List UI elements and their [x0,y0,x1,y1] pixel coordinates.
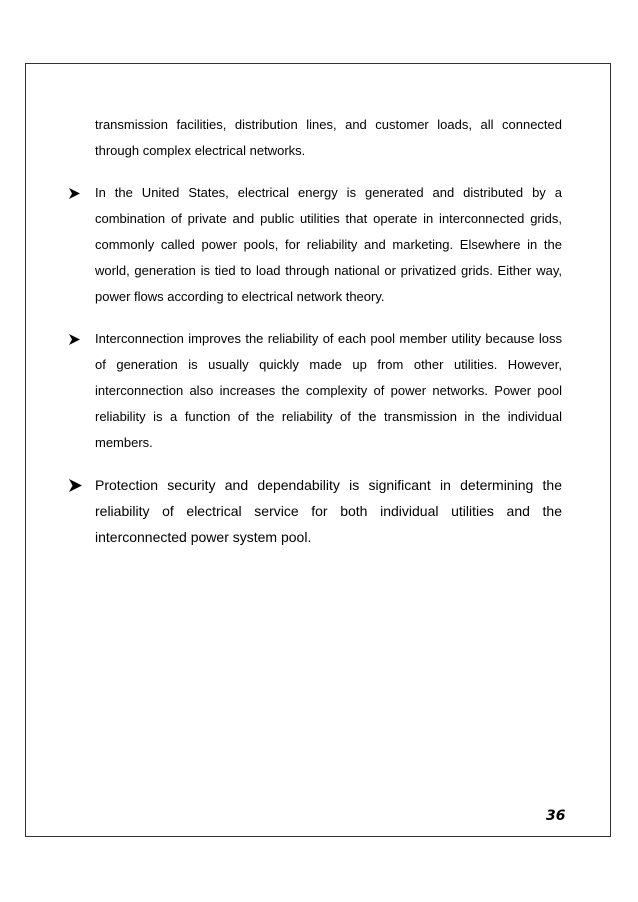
paragraph-text: Interconnection improves the reliability of each pool member utility because loss of generation is usually quickly made up from other utilities. However, interconnection also increases the complexity of power networks. Power pool reliability is a function of the reliability of the transmission in the individual members. [95,331,562,450]
bullet-paragraph-protection [95,472,562,550]
bullet-paragraph-power-pools [95,180,562,310]
arrowhead-bullet-icon [69,472,87,498]
document-body [70,112,562,566]
paragraph-text: transmission facilities, distribution lines, and customer loads, all connected through complex electrical networks. [95,117,562,158]
paragraph-text: Protection security and dependability is significant in determining the reliability of electrical service for both individual utilities and the interconnected power system pool. [95,477,562,545]
arrowhead-bullet-icon [69,326,87,352]
page-number: 36 [546,808,566,824]
bullet-paragraph-interconnection [95,326,562,456]
arrowhead-bullet-icon [69,180,87,206]
paragraph-continuation [95,112,562,164]
paragraph-text: In the United States, electrical energy is generated and distributed by a combination of private and public utilities that operate in interconnected grids, commonly called power pools, for reliability and marketing. Elsewhere in the world, generation is tied to load through national or privatized grids. Either way, power flows according to electrical network theory. [95,185,562,304]
